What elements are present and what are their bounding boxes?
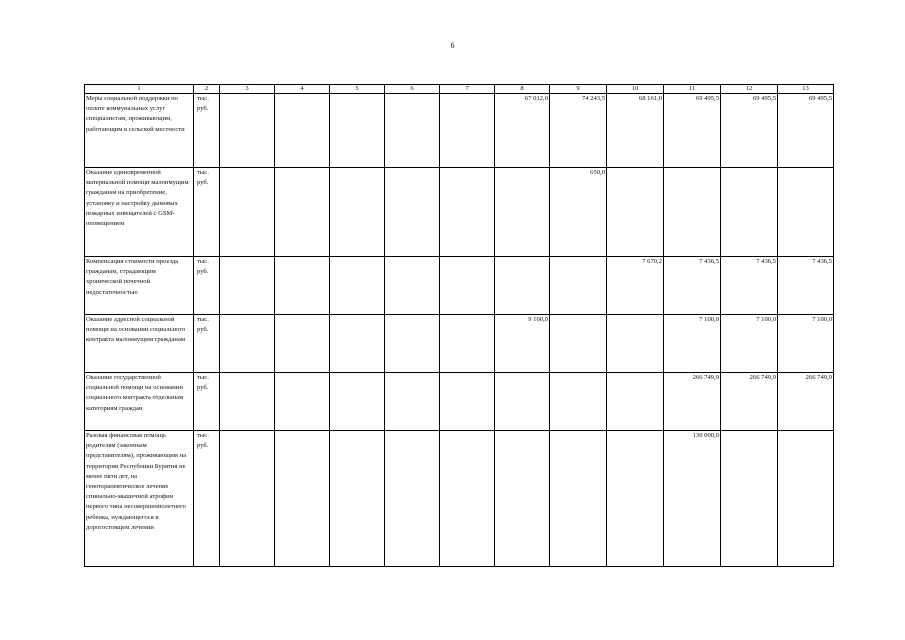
- budget-table: [84, 84, 834, 567]
- value-cell: [440, 94, 495, 168]
- value-cell: [330, 168, 385, 257]
- value-cell: [607, 315, 664, 373]
- value-cell: [721, 431, 778, 567]
- column-number: 6: [385, 85, 440, 94]
- value-cell: [550, 431, 607, 567]
- value-cell: [550, 373, 607, 431]
- value-cell: [220, 257, 275, 315]
- value-cell: 7 436,5: [664, 257, 721, 315]
- value-cell: [607, 431, 664, 567]
- column-number: 11: [664, 85, 721, 94]
- column-number: 2: [194, 85, 220, 94]
- value-cell: [440, 168, 495, 257]
- value-cell: [330, 431, 385, 567]
- column-number: 8: [495, 85, 550, 94]
- column-number: 7: [440, 85, 495, 94]
- value-cell: 69 495,5: [664, 94, 721, 168]
- column-number: 9: [550, 85, 607, 94]
- value-cell: [495, 431, 550, 567]
- unit-cell: тыс. руб.: [194, 94, 220, 168]
- value-cell: 7 100,0: [721, 315, 778, 373]
- value-cell: 9 100,0: [495, 315, 550, 373]
- value-cell: 266 749,9: [664, 373, 721, 431]
- column-number: 4: [275, 85, 330, 94]
- value-cell: [607, 168, 664, 257]
- table-row: [85, 168, 834, 257]
- value-cell: 68 161,0: [607, 94, 664, 168]
- value-cell: [275, 373, 330, 431]
- value-cell: 74 243,5: [550, 94, 607, 168]
- column-number: 10: [607, 85, 664, 94]
- value-cell: [220, 431, 275, 567]
- value-cell: [330, 257, 385, 315]
- column-number: 13: [778, 85, 834, 94]
- table-row: [85, 94, 834, 168]
- value-cell: [607, 373, 664, 431]
- value-cell: [385, 257, 440, 315]
- value-cell: [385, 373, 440, 431]
- value-cell: 69 495,5: [778, 94, 834, 168]
- value-cell: 7 436,5: [778, 257, 834, 315]
- value-cell: 7 670,2: [607, 257, 664, 315]
- column-number: 5: [330, 85, 385, 94]
- unit-cell: тыс. руб.: [194, 168, 220, 257]
- table-row: [85, 257, 834, 315]
- value-cell: [385, 315, 440, 373]
- value-cell: [721, 168, 778, 257]
- value-cell: [275, 168, 330, 257]
- value-cell: [220, 94, 275, 168]
- measure-name: Оказание единовременной материальной помощи малоимущим гражданам на приобретение, установку и настройку дымовых пожарных извещателей с GSM-оповещением: [85, 168, 194, 257]
- value-cell: 7 100,0: [778, 315, 834, 373]
- value-cell: 650,0: [550, 168, 607, 257]
- unit-cell: тыс. руб.: [194, 315, 220, 373]
- value-cell: [385, 431, 440, 567]
- value-cell: 266 749,9: [778, 373, 834, 431]
- column-number: 12: [721, 85, 778, 94]
- measure-name: Компенсация стоимости проезда гражданам, страдающим хронической почечной недостаточностью: [85, 257, 194, 315]
- value-cell: 67 012,0: [495, 94, 550, 168]
- value-cell: [275, 431, 330, 567]
- value-cell: [275, 315, 330, 373]
- measure-name: Разовая финансовая помощь родителям (законным представителям), проживающим на территории Республики Бурятия не менее пяти лет, на генотерапевтическое лечение спинально-мышечной атрофии первого типа несовершеннолетнего ребенка, нуждающегося в дорогостоящем лечении: [85, 431, 194, 567]
- value-cell: 7 100,0: [664, 315, 721, 373]
- value-cell: [220, 373, 275, 431]
- column-number: 1: [85, 85, 194, 94]
- value-cell: 266 749,9: [721, 373, 778, 431]
- value-cell: [440, 373, 495, 431]
- unit-cell: тыс. руб.: [194, 373, 220, 431]
- value-cell: [275, 257, 330, 315]
- table-row: [85, 431, 834, 567]
- measure-name: Меры социальной поддержки по оплате коммунальных услуг специалистам, проживающим, работающим в сельской местности: [85, 94, 194, 168]
- value-cell: [495, 373, 550, 431]
- table-row: [85, 373, 834, 431]
- value-cell: [495, 168, 550, 257]
- value-cell: 69 495,5: [721, 94, 778, 168]
- unit-cell: тыс. руб.: [194, 257, 220, 315]
- value-cell: [330, 94, 385, 168]
- page-number: 6: [450, 41, 455, 50]
- value-cell: [385, 94, 440, 168]
- value-cell: [440, 315, 495, 373]
- column-number: 3: [220, 85, 275, 94]
- value-cell: [550, 315, 607, 373]
- value-cell: [550, 257, 607, 315]
- value-cell: [275, 94, 330, 168]
- value-cell: 7 436,5: [721, 257, 778, 315]
- value-cell: [778, 431, 834, 567]
- column-numbers-row: [85, 85, 834, 94]
- table-row: [85, 315, 834, 373]
- value-cell: [440, 431, 495, 567]
- value-cell: [495, 257, 550, 315]
- value-cell: [440, 257, 495, 315]
- measure-name: Оказание государственной социальной помощи на основании социального контракта отдельным категориям граждан: [85, 373, 194, 431]
- value-cell: [385, 168, 440, 257]
- value-cell: [220, 315, 275, 373]
- value-cell: [330, 373, 385, 431]
- unit-cell: тыс. руб.: [194, 431, 220, 567]
- value-cell: [664, 168, 721, 257]
- measure-name: Оказание адресной социальной помощи на основании социального контракта малоимущим гражданам: [85, 315, 194, 373]
- value-cell: [220, 168, 275, 257]
- value-cell: [778, 168, 834, 257]
- value-cell: [330, 315, 385, 373]
- value-cell: 130 000,0: [664, 431, 721, 567]
